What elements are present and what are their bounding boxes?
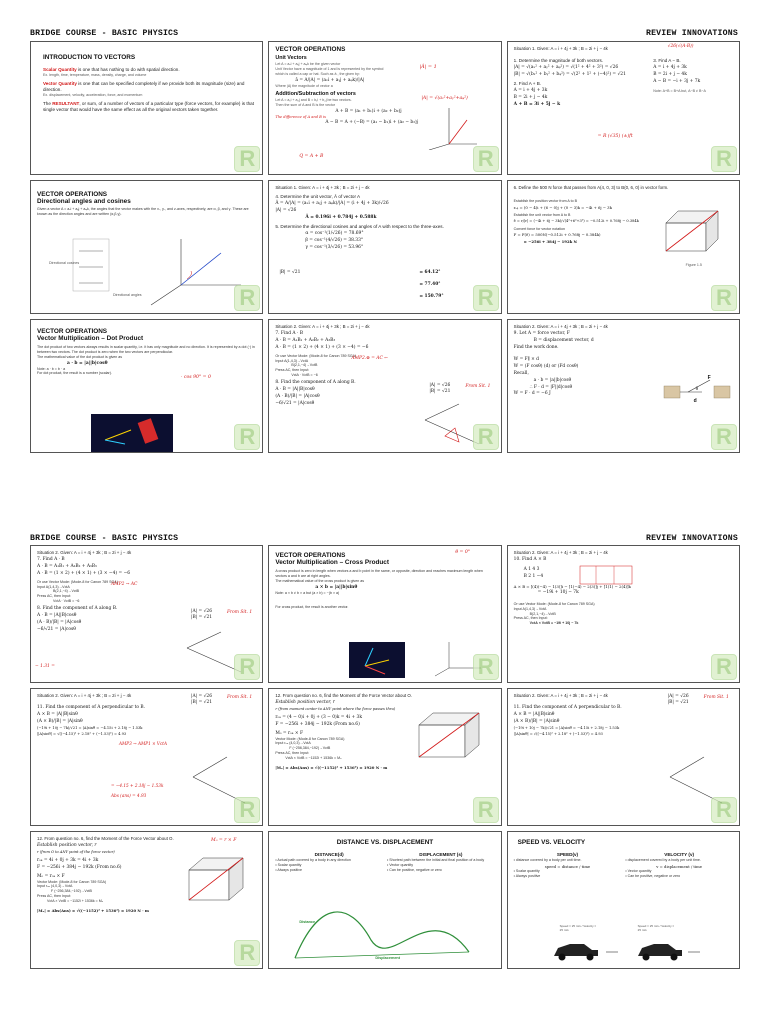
handwritten-note: √26(√(A·B))	[667, 44, 694, 49]
bullet-item: • Actual path covered by a body in any direction	[275, 858, 383, 863]
handwritten-note: = −4.15 + 2.18j − 1.53k	[111, 783, 164, 788]
label-directional-angles: Directional angles	[113, 293, 142, 297]
handwritten-note: − 1.31 =	[35, 664, 55, 669]
magnitude-b: |B| = √21	[191, 615, 213, 620]
handwritten-note: |Â| = 1	[419, 64, 437, 70]
section-unit-vectors: Unit Vectors	[275, 55, 307, 62]
situation-statement: Situation 2. Given: A = i + 4j + 3k ; B = 2i + j − 4k	[513, 324, 608, 329]
slide-title: SPEED VS. VELOCITY	[517, 839, 586, 846]
direction-angles-diagram	[131, 235, 251, 309]
handwritten-note: · cos 90° = 0	[181, 375, 211, 380]
text-line: Note: a × b ≠ b × a but (a × b) = −(b × a)	[275, 590, 340, 595]
watermark-logo: R	[473, 285, 499, 311]
text-line: Where |A| the magnitude of vector a	[275, 83, 333, 88]
cars-illustration	[548, 938, 708, 964]
slide-title: VECTOR OPERATIONS	[37, 191, 108, 198]
text-line: Let A = aₓi + aᵧj + aᵩk be the given vector	[275, 62, 341, 67]
text-line: Find the work done.	[513, 344, 559, 350]
slide-directional-angles	[30, 180, 263, 314]
header-course-title: BRIDGE COURSE - BASIC PHYSICS	[30, 28, 179, 38]
magnitude-b: |B| = √21	[279, 270, 301, 275]
slide-dot-product	[30, 319, 263, 453]
answer-line: A + B = 3i + 5j − k	[513, 102, 561, 108]
bullet-item: • Can be positive, negative or zero	[625, 874, 733, 879]
matrix-box-sketch	[578, 564, 634, 586]
slide-situation-1-unit-vector	[268, 180, 501, 314]
text-line: Input rₒₐ (4,0,3)→VctA	[37, 884, 73, 889]
slide-title: INTRODUCTION TO VECTORS	[43, 54, 136, 61]
angle-answer: = 64.12°	[419, 270, 441, 275]
question: 3. Find A − B.	[653, 57, 681, 63]
slide-moment-of-force	[268, 688, 501, 826]
answer-line: B = 2i + j − 4k	[653, 72, 687, 78]
slide-title: VECTOR OPERATIONS	[37, 328, 108, 335]
formula-line: Mₒ = rₒₐ × F	[275, 730, 303, 736]
answer-line: |A| = √(aₓ² + aᵧ² + aᵩ²) = √(1² + 4² + 3²) = √26	[513, 65, 619, 71]
text-line: Input A(1,4,3)→VctA	[513, 606, 547, 611]
question: 11. Find the component of A perpendicular to B.	[37, 704, 146, 710]
watermark-logo: R	[234, 146, 260, 172]
formula-line: |Mₒ| = Abs(Ans) = √((−1152)² + 1536²) = 1920 N · m	[275, 764, 388, 770]
path-diagram	[279, 900, 489, 964]
watermark-logo: R	[711, 146, 737, 172]
formula-line: F = −256i + 384j − 192k (From no.6)	[37, 864, 122, 870]
formula-line: = −256i + 384j − 192k N	[523, 238, 578, 244]
text-line: Input A(1,4,3)→VctA	[275, 358, 309, 363]
formula-line: (A × B)/|B| = |A|sinθ	[513, 718, 560, 724]
formula-line: speed = distance / time	[544, 864, 591, 870]
bullet-item: • Scalar quantity	[514, 869, 622, 874]
slide-title: DISTANCE VS. DISPLACEMENT	[336, 839, 434, 846]
text-line: Press AC, then Input:	[275, 751, 310, 756]
formula-line: A × B = [(4)(−4) − 1(3)]i − [1(−4) − 2(3)]j + [1(1) − 2(4)]k	[513, 583, 631, 589]
text-line: Input rₒₐ (4,0,3)→VctA	[275, 741, 311, 746]
handwritten-note: Mₒ = r × F	[211, 838, 237, 843]
scalar-examples: Ex. length, time, temperature, mass, density, charge, and volume	[43, 73, 147, 78]
matrix-row: B 2 1 −4	[523, 573, 544, 579]
box-force-diagram	[656, 203, 736, 261]
formula-line: A · B = (1 × 2) + (4 × 1) + (3 × −4) = −6	[275, 344, 369, 350]
magnitude-b: |B| = √21	[667, 700, 689, 705]
slide-speed-vs-velocity	[507, 831, 740, 969]
text-line: Recall,	[513, 370, 529, 376]
magnitude-a: |A| = √26	[667, 694, 689, 699]
answer-line: A = i + 4j + 3k	[513, 88, 548, 94]
force-label: F	[707, 375, 711, 381]
formula-line: rₐᵦ = (0 − 4)i + (6 − 0)j + (0 − 3)k = −4i + 6j − 3k	[513, 204, 612, 210]
vector-definition: Vector Quantity is one that can be specified completely if we provide both its magnitude (size) and direction.	[43, 81, 245, 93]
distance-label: Distance	[299, 920, 316, 924]
answer-line: A − B = −i + 3j + 7k	[653, 79, 701, 84]
slide-vector-operations-unit	[268, 41, 501, 175]
cosine-formulas-figure	[71, 237, 111, 293]
scalar-definition: Scalar Quantity is one that has nothing to do with spatial direction.	[43, 67, 180, 73]
text-line: Vector Mode: (Mode-8 for Canon 789 SGA)	[275, 736, 345, 741]
slide-situation-1-magnitudes	[507, 41, 740, 175]
answer-line: Â = A/|A| = (aₓi + aᵧj + aᵩk)/|A| = (i + 4j + 3k)/√26	[275, 201, 389, 207]
slide-situation-2-dot-repeat	[30, 545, 263, 683]
situation-statement: Situation 1. Given: A = i + 4j + 3k ; B = 2i + j − 4k	[275, 185, 370, 190]
bullet-item: • Scalar quantity	[275, 863, 383, 868]
situation-statement: Situation 2. Given: A = i + 4j + 3k ; B = 2i + j − 4k	[37, 550, 132, 555]
magnitude-b: |B| = √21	[429, 389, 451, 394]
magnitude-a: |A| = √26	[191, 609, 212, 614]
handwritten-note: = R (√35) (±)ft	[597, 134, 633, 139]
watermark-logo: R	[234, 654, 260, 680]
angle-answer: = 150.79°	[419, 294, 444, 299]
watermark-logo: R	[711, 797, 737, 823]
slide-situation-2-dot	[268, 319, 501, 453]
question: 12. From question no. 6, find the Moment of the Force Vector about O.	[275, 693, 412, 698]
angle-line: α = cos⁻¹(1/√26) = 78.69°	[305, 231, 364, 237]
matrix-row: A 1 4 3	[523, 566, 540, 572]
question: 7. Find A · B	[275, 330, 303, 336]
watermark-logo: R	[234, 424, 260, 450]
text-line: Vector Mode: (Mode-8 for Canon 789 SGA)	[37, 879, 107, 884]
formula-line: W = (F cosθ) (d) or (Fd cosθ)	[513, 363, 579, 369]
angle-answer: = 77.40°	[419, 282, 441, 287]
bullet-item: • Always positive	[275, 868, 383, 873]
body-text: A cross product is zero in length when vectors a and b point in the same, or opposite, direction and reaches maximum length when vectors a and b are at right angles.	[275, 569, 483, 578]
text-line: VctA × VctB = −19i + 10j − 7k	[529, 621, 579, 626]
vector-examples: Ex. displacement, velocity, acceleration, force, and momentum	[43, 93, 143, 98]
slide-subtitle: Vector Multiplication – Dot Product	[37, 335, 144, 343]
text-line: Establish the position vector from A to B	[513, 198, 577, 203]
formula-line: −6/√21 = |A|cosθ	[275, 400, 315, 406]
displacement-label: Displacement	[375, 956, 401, 960]
slide-distance-vs-displacement	[268, 831, 501, 969]
question: 6. Define the 500 N force that passes from A(4, 0, 3) to B(0, 6, 0) in vector form.	[513, 185, 669, 190]
text-line: F (−256,384,−192)→VctB	[51, 889, 92, 894]
text-line: Or use Vector Mode: (Mode-8 for Canon 789 SGA)	[37, 579, 118, 584]
slide-title: VECTOR OPERATIONS	[275, 46, 346, 53]
text-line: VctA × VctB = −1152i + 1536k = Mₒ	[285, 755, 342, 760]
bullet-item: • displacement covered by a body per unit time.	[625, 858, 733, 863]
text-line: r (from moment center to ANY point where the force passes thru)	[275, 706, 396, 711]
answer-line: Â = 0.196i + 0.784j + 0.588k	[305, 215, 377, 220]
text-line: Press AC, then Input:	[513, 616, 548, 621]
situation-statement: Situation 2. Given: A = i + 4j + 3k ; B = 2i + j − 4k	[37, 693, 132, 698]
cross-product-formula: a × b = |a||b|sinθ	[315, 584, 358, 590]
difference-formula: A − B = A + (−B) = (a₁ − b₁)i + (a₂ − b₂)j	[325, 120, 419, 126]
text-line: For cross product, the result is another vector.	[275, 605, 349, 610]
section-add-sub: Addition/Subtraction of vectors	[275, 90, 356, 97]
question: 7. Find A · B	[37, 556, 65, 562]
text-line: Press AC, then Input:	[37, 594, 71, 599]
header-course-title: BRIDGE COURSE - BASIC PHYSICS	[30, 533, 179, 543]
text-line: B(2,1,−4)→VctB	[529, 611, 556, 616]
bullet-item: • distance covered by a body per unit time.	[514, 858, 622, 863]
slide-intro-to-vectors	[30, 41, 263, 175]
formula-line: W = F∥ × d	[513, 356, 539, 362]
from-note: From Sit. 1	[703, 695, 729, 700]
formula-line: a · b = |a||b|cosθ	[533, 377, 572, 383]
slide-500n-force	[507, 180, 740, 314]
formula-line: ||A|sinθ| = √((−4.15)² + 2.18² + (−1.53)²) = 4.93	[37, 731, 127, 736]
handwritten-note: θ = 0°	[455, 550, 471, 555]
unit-vector-formula: â = A/|A| = (aₓi + aᵧj + aᵩk)/|A|	[295, 77, 365, 83]
watermark-logo: R	[234, 940, 260, 966]
text-line: r (from O to ANY point of the force vector)	[37, 849, 115, 854]
formula-line: ê = r/|r| = (−4i + 6j − 3k)/√(4²+6²+3²) = −0.512i + 0.768j − 0.384k	[513, 218, 639, 223]
bullet-item: • Vector quantity	[625, 869, 733, 874]
column-heading: DISTANCE(d)	[314, 852, 344, 858]
formula-line: A · B = A₁B₁ + A₂B₂ + A₃B₃	[37, 563, 97, 569]
formula-line: (A · B)/|B| = |A|cosθ	[37, 619, 82, 625]
magnitude-a: |A| = √26	[429, 383, 451, 388]
text-line: Press AC, then Input:	[37, 894, 71, 899]
text-line: Or use Vector Mode: (Mode-8 for Canon 789 SGA)	[513, 601, 595, 606]
text-line: Establish position vector, r	[37, 842, 97, 848]
text-line: The difference of A and B is	[275, 114, 326, 119]
formula-line: A · B = A₁B₁ + A₂B₂ + A₃B₃	[275, 337, 336, 343]
text-line: B(2,1,−4)→VctB	[53, 589, 80, 594]
text-line: For dot product, the result is a number (scalar).	[37, 371, 112, 376]
text-line: Then the sum of A and B is the vector	[275, 102, 336, 107]
formula-line: rₒₐ = (4 − 0)i + 0j + (3 − 0)k = 4i + 3k	[275, 714, 363, 720]
situation-statement: Situation 1. Given: A = i + 4j + 3k ; B = 2i + j − 4k	[513, 46, 608, 51]
text-line: Or use Vector Mode: (Mode-8 for Canon 789 SGA)	[275, 353, 357, 358]
watermark-logo: R	[234, 797, 260, 823]
displacement-label: d	[693, 398, 697, 404]
formula-line: v = displacement / time	[656, 864, 703, 870]
answer-line: |B| = √(bₓ² + bᵧ² + bᵩ²) = √(2² + 1² + (−4)²) = √21	[513, 72, 626, 78]
slide-work-done	[507, 319, 740, 453]
sum-formula: A + B = (a₁ + b₁)i + (a₂ + b₂)j	[335, 108, 402, 114]
formula-line: F = F(ê) = 500N(−0.512i + 0.768j − 0.384k)	[513, 232, 601, 238]
formula-line: F = −256i + 384j − 192k (From no.6)	[275, 721, 360, 727]
car-caption: Speed = 25 m/s / Velocity = 25 m/s	[559, 924, 597, 933]
question: 11. Find the component of A perpendicular to B.	[513, 704, 622, 710]
magnitude-b: |B| = √21	[191, 700, 213, 705]
label-directional-cosines: Directional cosines	[49, 261, 80, 265]
formula-line: rₒₐ = 4i + 0j + 3k = 4i + 3k	[37, 857, 99, 863]
magnitude-a: |A| = √26	[191, 694, 212, 699]
formula-line: (A · B)/|B| = |A|cosθ	[275, 393, 320, 399]
car-caption: Speed = 25 m/s / Velocity = 25 m/s	[637, 924, 675, 933]
question: 12. From question no. 6, find the Moment of the Force Vector about O.	[37, 836, 174, 841]
header-brand: REVIEW INNOVATIONS	[645, 533, 738, 543]
text-line: B = displacement vector, d	[533, 337, 594, 343]
question: 8. Find the component of A along B.	[37, 605, 118, 611]
text-line: Note: a · b = b · a	[37, 366, 66, 371]
text-line: B(2,1,−4)→VctB	[291, 363, 318, 368]
column-heading: DISPLACEMENT (s)	[419, 852, 463, 858]
formula-line: ∴ F · d = |F||d|cosθ	[529, 384, 573, 390]
body-text: Given a vector A = aₓi + aᵧj + aᵩk, the angles that the vector makes with the x-, y-, and z-axes, respectively, are α, β, and γ. These are known as the direction angles and are written (α,β,γ).	[37, 207, 249, 216]
watermark-logo: R	[473, 797, 499, 823]
question: 10. Find A × B	[513, 556, 547, 562]
situation-statement: Situation 2. Given: A = i + 4j + 3k ; B = 2i + j − 4k	[513, 693, 608, 698]
watermark-logo: R	[711, 424, 737, 450]
note: Note: A+B = B+A but, A−B ≠ B−A	[653, 88, 706, 93]
text-line: The mathematical value of the cross product is given as	[275, 578, 365, 583]
from-note: From Sit. 1	[227, 610, 253, 615]
text-line: VctA · VctB = −6	[53, 599, 80, 604]
formula-line: = −19i + 10j − 7k	[537, 590, 579, 596]
situation-statement: Situation 2. Given: A = i + 4j + 3k ; B = 2i + j − 4k	[513, 550, 608, 555]
cross-product-illustration	[349, 642, 405, 678]
bullet-item: • Always positive	[514, 874, 622, 879]
formula-line: (−19i + 10j − 7k)/√21 = |A|sinθ = −4.15i + 2.18j − 1.53k	[513, 725, 620, 730]
question: 8. Find the component of A along B.	[275, 379, 356, 385]
axes-diagram	[419, 104, 479, 150]
slide-subtitle: Vector Multiplication – Cross Product	[275, 559, 389, 567]
question: 4. Determine the unit vector, Â of vector A	[275, 193, 361, 199]
text-line: Unit Vector have a magnitude of 1 and is represented by the symbol	[275, 67, 384, 72]
handwritten-note: AMP2 → AC	[111, 582, 138, 587]
slide-component-perpendicular	[30, 688, 263, 826]
slide-title: VECTOR OPERATIONS	[275, 552, 346, 559]
slide-cross-product	[268, 545, 501, 683]
dot-product-formula: a · b = |a||b|cosθ	[67, 360, 108, 366]
question: 2. Find A + B.	[513, 81, 542, 86]
watermark-logo: R	[711, 285, 737, 311]
from-note: From Sit. 1	[227, 695, 253, 700]
slide-subtitle: Directional angles and cosines	[37, 198, 131, 206]
slide-grid-page-1	[30, 41, 740, 453]
text-line: Convert force for vector notation	[513, 226, 565, 231]
slide-component-perpendicular-repeat	[507, 688, 740, 826]
text-line: which is called a cap or hat. Such as â , the given by:	[275, 72, 360, 77]
text-line: Establish the unit vector from A to B	[513, 212, 571, 217]
page-header-bottom	[30, 532, 738, 544]
formula-line: (A × B)/|B| = |A|sinθ	[37, 718, 83, 724]
resultant-definition: The RESULTANT, or sum, of a number of vectors of a particular type (force vectors, for example) is that single vector that would have the same effect as all the original vectors taken together.	[43, 101, 254, 113]
formula-line: A × B = |A||B|sinθ	[37, 711, 78, 717]
box-force-diagram	[179, 850, 257, 908]
bullet-item: • Vector quantity	[387, 863, 495, 868]
slide-situation-2-cross	[507, 545, 740, 683]
text-line: Let A = a₁i + a₂j and B = b₁i + b₂j be two vectors.	[275, 97, 352, 102]
bullet-item: • Can be positive, negative or zero	[387, 868, 495, 873]
formula-line: |Mₒ| = Abs(Ans) = √((−1152)² + 1536²) = 1920 N · m	[37, 907, 149, 913]
formula-line: −6/√21 = |A|cosθ	[37, 626, 76, 632]
formula-line: A · B = (1 × 2) + (4 × 1) + (3 × −4) = −6	[37, 570, 131, 576]
formula-line: ||A|sinθ| = √((−4.15)² + 2.18² + (−1.53)²) = 4.93	[513, 731, 603, 736]
answer-line: B = 2i + j − 4k	[513, 95, 548, 101]
formula-line: (−19i + 10j − 7k)/√21 = |A|sinθ = −4.15i + 2.18j − 1.53k	[37, 725, 143, 730]
watermark-logo: R	[234, 285, 260, 311]
question: 1. Determine the magnitude of both vectors.	[513, 57, 604, 63]
body-text: The dot product of two vectors always results in scalar quantity, i.e. it has only magnitude and no direction. It is represented by a dot (·) in between two vectors. The dot product is zero when the two vectors are perpendicular.	[37, 345, 255, 354]
watermark-logo: R	[711, 654, 737, 680]
handwritten-note: AMP3 → AMP1 × VctA	[119, 741, 168, 746]
question: 5. Determine the directional cosines and angles of A with respect to the three-axes.	[275, 223, 444, 229]
watermark-logo: R	[473, 654, 499, 680]
formula-line: Mₒ = rₒₐ × F	[37, 873, 65, 879]
column-heading: SPEED(v)	[556, 852, 579, 858]
page-header-top	[30, 27, 738, 39]
angle-label: θ	[695, 386, 699, 391]
text-line: Press AC, then Input:	[275, 368, 310, 373]
text-line: F (−256,384,−192)→VctB	[289, 746, 331, 751]
slide-moment-of-force-repeat	[30, 831, 263, 969]
formula-line: A × B = |A||B|sinθ	[513, 711, 555, 717]
handwritten-note: Abs (ans) = 4.93	[111, 793, 147, 798]
from-note: From Sit. 1	[465, 384, 491, 389]
figure-caption: Figure 1.5	[685, 263, 702, 267]
handwritten-note: |A| = √(aₓ²+aᵧ²+aᵩ²)	[421, 96, 468, 101]
angle-line: γ = cos⁻¹(3/√26) = 53.96°	[305, 245, 364, 250]
answer-line: |A| = √26	[275, 208, 297, 214]
bullet-item: • Shortest path between the initial and final position of a body	[387, 858, 495, 863]
formula-line: A · B = |A||B|cosθ	[37, 612, 77, 618]
dot-product-illustration	[91, 414, 173, 452]
handwritten-note: Q = A + B	[299, 154, 324, 159]
angle-line: β = cos⁻¹(4/√26) = 38.33°	[305, 238, 364, 244]
formula-line: A · B = |A||B|cosθ	[275, 386, 315, 392]
box-force-diagram	[409, 705, 495, 765]
handwritten-note: AMP2.⊗ = AC ←	[351, 356, 388, 361]
column-heading: VELOCITY (v)	[664, 852, 695, 858]
text-line: VctA · VctB = −6	[291, 373, 318, 378]
watermark-logo: R	[473, 146, 499, 172]
text-line: Input A(1,4,3)→VctA	[37, 584, 70, 589]
situation-statement: Situation 2. Given: A = i + 4j + 3k ; B = 2i + j − 4k	[275, 324, 370, 329]
formula-line: W = F · d = −6 J	[513, 391, 551, 397]
header-brand: REVIEW INNOVATIONS	[645, 28, 738, 38]
slide-grid-page-2	[30, 545, 740, 969]
question: 9. Let A = force vector, F	[513, 330, 570, 336]
text-line: Establish position vector, r	[275, 699, 335, 705]
text-line: VctA × VctB = −1152i + 1536k = Mₒ	[47, 898, 104, 903]
answer-line: A = i + 4j + 3k	[653, 65, 687, 71]
text-line: The mathematical value of the dot product is given as	[37, 354, 123, 359]
work-diagram	[658, 372, 738, 412]
watermark-logo: R	[473, 424, 499, 450]
